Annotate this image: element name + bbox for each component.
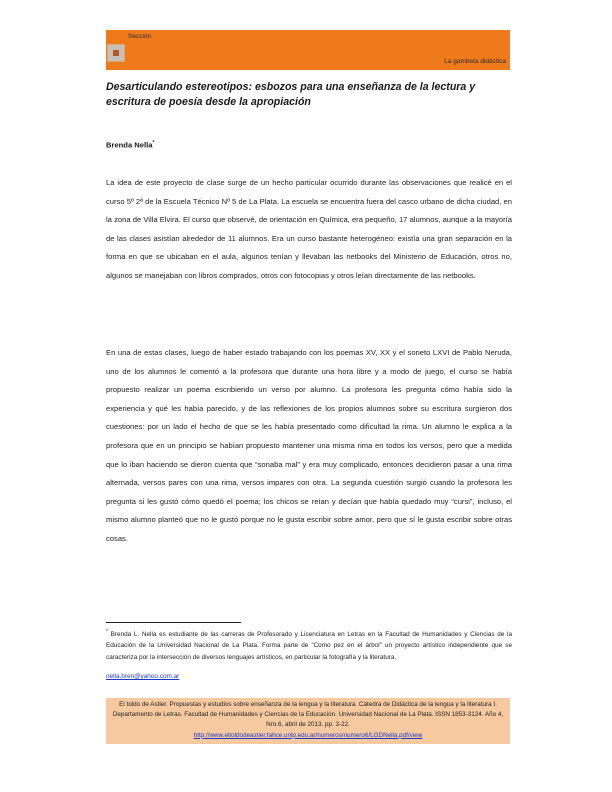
- citation-text: [112, 700, 504, 741]
- article-title: Desarticulando estereotipos: esbozos para una enseñanza de la lectura y escritura de poesía desde la apropiación: [106, 81, 476, 108]
- body-paragraph: En una de estas clases, luego de haber estado trabajando con los poemas XV, XX y el soneto LXVI de Pablo Neruda, uno de los alumnos le comentó a la profesora que durante una hora libre y a modo de juego, el curso se había propuesto realizar un poema escribiendo un verso por alumno. La profesora les pregunta cómo había sido la experiencia y qué les había parecido, y de las reflexiones de los propios alumnos sobre su escritura surgieron dos cuestiones: por un lado el hecho de que se les había presentado como dificultad la rima. Un alumno le explica a la profesora que en un principio se habían propuesto mantener una misma rima en todos los versos, pero que a medida que lo iban haciendo se dieron cuenta que “sonaba mal” y era muy complicado, entonces decidieron pasar a una rima alternada, versos pares con una rima, versos impares con otra. La segunda cuestión surgió cuando la profesora les pregunta si les gustó cómo quedó el poema; los chicos se reían y decían que había quedado muy “cursi”, incluso, el mismo alumno planteó que no le gustó porque no le gusta escribir sobre amor, pero que sí le gusta escribir sobre otras cosas.: [106, 348, 512, 543]
- footnote: [106, 627, 512, 663]
- footnote-mark: *: [106, 629, 108, 635]
- citation-url-link[interactable]: http://www.eltoldodeastier.fahce.unlp.edu.ar/numeros/numero6/LGDNella.pdf/view: [193, 731, 423, 739]
- footnote-text: Brenda L. Nella es estudiante de las carreras de Profesorado y Licenciatura en Letras en la Facultad de Humanidades y Ciencias de la Educación de la Universidad Nacional de La Plata. Forma parte de “Como pez en el árbol” un proyecto artístico independiente que se caracteriza por la intersección de diversos lenguajes artísticos, en particular la fotografía y la literatura.: [106, 631, 512, 661]
- author-email-link[interactable]: nella.bren@yahoo.com.ar: [106, 673, 180, 680]
- author-footnote-mark[interactable]: *: [152, 140, 155, 146]
- author-name: Brenda Nella: [106, 140, 153, 150]
- citation-body: El toldo de Astier. Propuestas y estudios sobre enseñanza de la lengua y la literatura. Cátedra de Didáctica de la lengua y la literatura I. Departamento de Letras. Facultad de Humanidades y Ciencias de la Educación. Universidad Nacional de La Plata. ISSN 1853-3124. Año 4, Nro.6, abril de 2013. pp. 3-22.: [112, 701, 504, 729]
- author-line: [106, 140, 154, 150]
- running-head: La gambeta didáctica: [444, 58, 506, 65]
- body-paragraph: La idea de este proyecto de clase surge de un hecho particular ocurrido durante las observaciones que realicé en el curso 5º 2ª de la Escuela Técnico Nº 5 de La Plata. La escuela se encuentra fuera del casco urbano de dicha ciudad, en la zona de Villa Elvira. El curso que observé, de orientación en Química, era pequeño, 17 alumnos, aunque a la mayoría de las clases asistían alrededor de 11 alumnos. Era un curso bastante heterogéneo: existía una gran separación en la forma en que se ubicaban en el aula, algunos tenían y llevaban las netbooks del Ministerio de Educación, otros no, algunos se manejaban con libros comprados, otros con fotocopias y otros leían directamente de las netbooks.: [106, 178, 512, 280]
- section-label: Sección: [128, 33, 152, 40]
- footnote-divider: [106, 622, 241, 623]
- journal-logo-icon: [107, 44, 125, 62]
